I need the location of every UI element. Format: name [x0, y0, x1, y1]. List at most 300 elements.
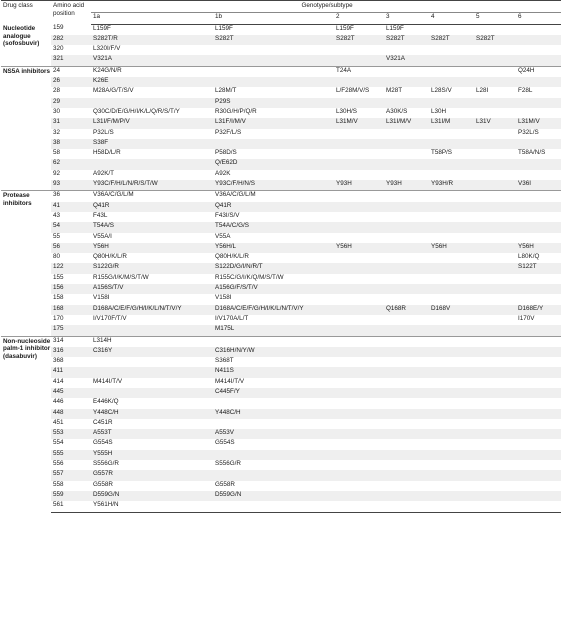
substitution-cell-5 — [474, 501, 516, 512]
substitution-cell-5 — [474, 439, 516, 449]
amino-acid-position: 556 — [53, 460, 64, 468]
substitution-cell-3 — [384, 170, 429, 180]
substitution-cell-2: L159F — [336, 24, 354, 32]
substitution-cell-5 — [474, 139, 516, 149]
substitution-cell-1a: L320I/F/V — [93, 45, 121, 53]
substitution-cell-3: M28T — [386, 87, 403, 95]
substitution-cell-1a: F43L — [93, 211, 108, 219]
substitution-cell-5 — [474, 191, 516, 202]
substitution-cell-1b — [213, 470, 334, 480]
substitution-cell-3 — [384, 378, 429, 388]
substitution-cell-4 — [429, 325, 474, 336]
substitution-cell-1a: C316Y — [91, 347, 213, 357]
substitution-cell-1a: V158I — [93, 294, 110, 302]
substitution-cell-3 — [384, 253, 429, 263]
header-subtype: 3 — [384, 13, 429, 24]
table-row — [1, 129, 561, 139]
table-row — [1, 357, 561, 367]
substitution-cell-1b: P58D/S — [215, 149, 237, 157]
substitution-cell-1b: N411S — [213, 367, 334, 377]
table-row — [1, 118, 561, 128]
amino-acid-position: 555 — [51, 450, 91, 460]
substitution-cell-1b: Q41R — [213, 202, 334, 212]
amino-acid-position: 554 — [53, 439, 64, 447]
substitution-cell-6 — [516, 491, 561, 501]
substitution-cell-2 — [334, 55, 384, 66]
substitution-cell-1a: D168A/C/E/F/G/H/I/K/L/N/T/V/Y — [91, 305, 213, 315]
substitution-cell-5 — [474, 77, 516, 87]
substitution-cell-4: T58P/S — [431, 149, 452, 157]
substitution-cell-3 — [384, 284, 429, 294]
table-row — [1, 98, 561, 108]
substitution-cell-6 — [516, 398, 561, 408]
amino-acid-position: 38 — [51, 139, 91, 149]
substitution-cell-1a — [91, 159, 213, 169]
substitution-cell-3 — [384, 325, 429, 336]
substitution-cell-5 — [474, 45, 516, 55]
amino-acid-position: 411 — [51, 367, 91, 377]
substitution-cell-2 — [334, 170, 384, 180]
substitution-cell-1a: Y561H/N — [91, 501, 213, 512]
substitution-cell-1a: G557R — [91, 470, 213, 480]
substitution-cell-4 — [429, 378, 474, 388]
table-row — [1, 429, 561, 439]
substitution-cell-2 — [334, 378, 384, 388]
substitution-cell-6 — [516, 35, 561, 45]
amino-acid-position: 557 — [51, 470, 91, 480]
substitution-cell-1a: Y56H — [91, 243, 213, 253]
resistance-table — [1, 0, 561, 513]
substitution-cell-3 — [384, 129, 429, 139]
substitution-cell-1a: P32L/S — [93, 128, 114, 136]
amino-acid-position: 56 — [51, 243, 91, 253]
substitution-cell-1b: S122D/G/I/N/R/T — [213, 263, 334, 273]
substitution-cell-1b: M414I/T/V — [215, 377, 245, 385]
amino-acid-position: 55 — [53, 232, 61, 240]
substitution-cell-6 — [516, 336, 561, 347]
substitution-cell-5: S282T — [474, 35, 516, 45]
substitution-cell-6 — [516, 191, 561, 202]
substitution-cell-5 — [474, 378, 516, 388]
substitution-cell-1b: S282T — [213, 35, 334, 45]
substitution-cell-4 — [429, 284, 474, 294]
substitution-cell-6 — [516, 159, 561, 169]
substitution-cell-3: Y93H — [384, 180, 429, 191]
substitution-cell-6 — [516, 481, 561, 491]
substitution-cell-6 — [516, 202, 561, 212]
substitution-cell-1b: F43I/S/V — [215, 211, 240, 219]
substitution-cell-6 — [516, 409, 561, 419]
substitution-cell-3 — [384, 294, 429, 304]
substitution-cell-1b — [213, 77, 334, 87]
substitution-cell-4 — [429, 233, 474, 243]
substitution-cell-2 — [334, 294, 384, 304]
substitution-cell-3 — [384, 77, 429, 87]
substitution-cell-4 — [429, 263, 474, 273]
substitution-cell-6 — [516, 429, 561, 439]
substitution-cell-1b: I/V170A/L/T — [215, 314, 249, 322]
substitution-cell-1b: A156G/F/S/T/V — [213, 284, 334, 294]
table-row — [1, 212, 561, 222]
header-subtype: 5 — [474, 13, 516, 24]
substitution-cell-1a: K24G/N/R — [91, 66, 213, 77]
amino-acid-position: 155 — [53, 273, 64, 281]
substitution-cell-3 — [384, 66, 429, 77]
substitution-cell-3 — [384, 263, 429, 273]
substitution-cell-5 — [474, 450, 516, 460]
substitution-cell-1b — [213, 398, 334, 408]
substitution-cell-3 — [384, 336, 429, 347]
substitution-cell-1b: Y93C/F/H/N/S — [213, 180, 334, 191]
substitution-cell-3 — [384, 429, 429, 439]
table-row — [1, 191, 561, 202]
amino-acid-position: 29 — [51, 98, 91, 108]
substitution-cell-4 — [429, 202, 474, 212]
substitution-cell-1a: D559G/N — [91, 491, 213, 501]
amino-acid-position: 314 — [51, 336, 91, 347]
substitution-cell-3 — [384, 233, 429, 243]
amino-acid-position: 321 — [51, 55, 91, 66]
substitution-cell-3 — [384, 149, 429, 159]
substitution-cell-1a: S38F — [91, 139, 213, 149]
table-row — [1, 491, 561, 501]
substitution-cell-2 — [334, 439, 384, 449]
substitution-cell-1a: H58D/L/R — [93, 149, 121, 157]
amino-acid-position: 445 — [51, 388, 91, 398]
table-row — [1, 263, 561, 273]
table-row — [1, 233, 561, 243]
substitution-cell-1b: V55A — [215, 232, 231, 240]
substitution-cell-6 — [516, 294, 561, 304]
substitution-cell-4 — [429, 419, 474, 429]
table-row — [1, 409, 561, 419]
substitution-cell-4 — [429, 470, 474, 480]
substitution-cell-4: L31I/M — [429, 118, 474, 128]
substitution-cell-5 — [474, 66, 516, 77]
substitution-cell-3 — [384, 439, 429, 449]
substitution-cell-3: S282T — [384, 35, 429, 45]
substitution-cell-5 — [474, 233, 516, 243]
substitution-cell-4 — [429, 315, 474, 325]
substitution-cell-6 — [516, 347, 561, 357]
substitution-cell-1b: S368T — [215, 357, 234, 365]
substitution-cell-5 — [474, 429, 516, 439]
table-row — [1, 149, 561, 159]
substitution-cell-4 — [429, 274, 474, 284]
substitution-cell-4: Y56H — [429, 243, 474, 253]
substitution-cell-4 — [429, 347, 474, 357]
substitution-cell-5 — [474, 170, 516, 180]
substitution-cell-5 — [474, 55, 516, 66]
table-row — [1, 170, 561, 180]
substitution-cell-2 — [334, 481, 384, 491]
substitution-cell-5 — [474, 325, 516, 336]
substitution-cell-2 — [334, 325, 384, 336]
substitution-cell-2 — [334, 284, 384, 294]
substitution-cell-5 — [474, 274, 516, 284]
substitution-cell-1b: V36A/C/G/L/M — [213, 191, 334, 202]
substitution-cell-1b — [213, 66, 334, 77]
substitution-cell-1a — [91, 98, 213, 108]
amino-acid-position: 92 — [53, 169, 61, 177]
substitution-cell-2: S282T — [334, 35, 384, 45]
substitution-cell-6 — [516, 222, 561, 232]
substitution-cell-1b: P29S — [213, 98, 334, 108]
amino-acid-position: 368 — [53, 357, 64, 365]
substitution-cell-4 — [429, 170, 474, 180]
substitution-cell-1b: L28M/T — [215, 87, 237, 95]
substitution-cell-3: Q168R — [384, 305, 429, 315]
table-row — [1, 45, 561, 55]
substitution-cell-1a: Q30C/D/E/G/H/I/K/L/Q/R/S/T/Y — [93, 107, 180, 115]
amino-acid-position: 24 — [51, 66, 91, 77]
amino-acid-position: 448 — [51, 409, 91, 419]
amino-acid-position: 446 — [53, 398, 64, 406]
substitution-cell-5 — [474, 347, 516, 357]
table-row — [1, 294, 561, 304]
substitution-cell-3 — [384, 450, 429, 460]
substitution-cell-5 — [474, 202, 516, 212]
substitution-cell-4 — [429, 450, 474, 460]
substitution-cell-1b: C316H/N/Y/W — [213, 347, 334, 357]
substitution-cell-1b: Y56H/L — [213, 243, 334, 253]
substitution-cell-2 — [334, 191, 384, 202]
substitution-cell-4 — [429, 388, 474, 398]
substitution-cell-3 — [384, 45, 429, 55]
amino-acid-position: 93 — [51, 180, 91, 191]
amino-acid-position: 58 — [53, 149, 61, 157]
substitution-cell-1b — [213, 45, 334, 55]
substitution-cell-4 — [429, 45, 474, 55]
substitution-cell-6: L31M/V — [516, 118, 561, 128]
table-body — [1, 24, 561, 512]
substitution-cell-4 — [429, 66, 474, 77]
substitution-cell-4 — [429, 253, 474, 263]
amino-acid-position: 170 — [53, 314, 64, 322]
substitution-cell-3 — [384, 139, 429, 149]
substitution-cell-2 — [334, 233, 384, 243]
substitution-cell-6 — [516, 325, 561, 336]
substitution-cell-1b: G558R — [215, 480, 235, 488]
substitution-cell-2 — [334, 129, 384, 139]
substitution-cell-6: V36I — [516, 180, 561, 191]
amino-acid-position: 28 — [53, 87, 61, 95]
amino-acid-position: 43 — [53, 211, 61, 219]
substitution-cell-2 — [334, 429, 384, 439]
substitution-cell-2: T24A — [334, 66, 384, 77]
substitution-cell-5 — [474, 336, 516, 347]
substitution-cell-2 — [334, 77, 384, 87]
substitution-cell-1a: E446K/Q — [93, 398, 119, 406]
substitution-cell-6 — [516, 108, 561, 118]
table-row — [1, 315, 561, 325]
substitution-cell-1a: L159F — [93, 24, 111, 32]
substitution-cell-5 — [474, 305, 516, 315]
substitution-cell-3 — [384, 398, 429, 408]
substitution-cell-3 — [384, 388, 429, 398]
substitution-cell-3 — [384, 491, 429, 501]
drug-class-label: Protease inhibitors — [1, 191, 51, 336]
header-subtype: 6 — [516, 13, 561, 24]
substitution-cell-1a: V321A — [91, 55, 213, 66]
substitution-cell-2 — [334, 336, 384, 347]
substitution-cell-1b: L31F/I/M/V — [213, 118, 334, 128]
substitution-cell-6 — [516, 450, 561, 460]
substitution-cell-5 — [474, 284, 516, 294]
substitution-cell-5 — [474, 294, 516, 304]
substitution-cell-6 — [516, 439, 561, 449]
table-row — [1, 108, 561, 118]
substitution-cell-4 — [429, 398, 474, 408]
substitution-cell-1b: G554S — [215, 439, 235, 447]
table-row — [1, 55, 561, 66]
substitution-cell-1b: Y448C/H — [213, 409, 334, 419]
table-row — [1, 439, 561, 449]
substitution-cell-6 — [516, 233, 561, 243]
amino-acid-position: 414 — [53, 377, 64, 385]
drug-class-label: Non-nucleoside palm-1 inhibitor (dasabuvir) — [1, 336, 51, 512]
substitution-cell-3 — [384, 98, 429, 108]
substitution-cell-2 — [334, 367, 384, 377]
substitution-cell-1b — [213, 419, 334, 429]
substitution-cell-3 — [384, 274, 429, 284]
table-row — [1, 35, 561, 45]
table-row — [1, 336, 561, 347]
substitution-cell-2 — [334, 450, 384, 460]
substitution-cell-4 — [429, 357, 474, 367]
substitution-cell-2 — [334, 470, 384, 480]
substitution-cell-1a: Y93C/F/H/L/N/R/S/T/W — [91, 180, 213, 191]
substitution-cell-3 — [384, 409, 429, 419]
substitution-cell-6: I170V — [518, 314, 535, 322]
substitution-cell-2 — [334, 274, 384, 284]
amino-acid-position: 156 — [51, 284, 91, 294]
amino-acid-position: 320 — [53, 45, 64, 53]
substitution-cell-1b: C445F/Y — [213, 388, 334, 398]
substitution-cell-2 — [334, 347, 384, 357]
substitution-cell-3 — [384, 347, 429, 357]
substitution-cell-6 — [516, 274, 561, 284]
substitution-cell-1a: L314H — [91, 336, 213, 347]
table-row — [1, 202, 561, 212]
substitution-cell-1a: G558R — [93, 480, 113, 488]
substitution-cell-1a: Y448C/H — [91, 409, 213, 419]
substitution-cell-2 — [334, 202, 384, 212]
substitution-cell-5 — [474, 481, 516, 491]
substitution-cell-6 — [516, 55, 561, 66]
header-subtype: 4 — [429, 13, 474, 24]
substitution-cell-2 — [334, 139, 384, 149]
substitution-cell-4 — [429, 77, 474, 87]
substitution-cell-6 — [516, 212, 561, 222]
substitution-cell-3 — [384, 481, 429, 491]
table-row — [1, 66, 561, 77]
header-drug-class: Drug class — [3, 2, 33, 9]
substitution-cell-1b: A92K — [215, 169, 231, 177]
substitution-cell-1a: M414I/T/V — [93, 377, 123, 385]
substitution-cell-4 — [429, 24, 474, 35]
amino-acid-position: 159 — [53, 24, 64, 32]
substitution-cell-5 — [474, 409, 516, 419]
drug-class-label: Nucleotide analogue (sofosbuvir) — [3, 25, 40, 48]
substitution-cell-2 — [334, 460, 384, 470]
table-row — [1, 481, 561, 491]
substitution-cell-6 — [516, 388, 561, 398]
substitution-cell-4 — [429, 491, 474, 501]
substitution-cell-3 — [384, 501, 429, 512]
substitution-cell-6 — [516, 357, 561, 367]
table-row — [1, 253, 561, 263]
substitution-cell-5 — [474, 212, 516, 222]
substitution-cell-5: L31V — [474, 118, 516, 128]
substitution-cell-4: S282T — [429, 35, 474, 45]
substitution-cell-6 — [516, 98, 561, 108]
table-row — [1, 284, 561, 294]
substitution-cell-4 — [429, 439, 474, 449]
substitution-cell-3 — [384, 419, 429, 429]
substitution-cell-6: L80K/Q — [518, 253, 540, 261]
substitution-cell-3: L31I/M/V — [384, 118, 429, 128]
amino-acid-position: 559 — [51, 491, 91, 501]
substitution-cell-6 — [516, 139, 561, 149]
substitution-cell-2: Y93H — [334, 180, 384, 191]
substitution-cell-1b — [213, 55, 334, 66]
amino-acid-position: 451 — [53, 418, 64, 426]
substitution-cell-3 — [384, 191, 429, 202]
substitution-cell-1a: G554S — [93, 439, 113, 447]
substitution-cell-3 — [384, 243, 429, 253]
substitution-cell-3 — [384, 212, 429, 222]
amino-acid-position: 122 — [51, 263, 91, 273]
substitution-cell-4 — [429, 98, 474, 108]
amino-acid-position: 41 — [51, 202, 91, 212]
substitution-cell-6: Q24H — [516, 66, 561, 77]
amino-acid-position: 32 — [53, 128, 61, 136]
substitution-cell-5 — [474, 222, 516, 232]
substitution-cell-2 — [334, 98, 384, 108]
substitution-cell-1b: P32F/L/S — [215, 128, 242, 136]
substitution-cell-3 — [384, 460, 429, 470]
amino-acid-position: 30 — [53, 107, 61, 115]
substitution-cell-6 — [516, 170, 561, 180]
substitution-cell-1b — [213, 336, 334, 347]
substitution-cell-3 — [384, 470, 429, 480]
substitution-cell-4 — [429, 139, 474, 149]
substitution-cell-2: Y56H — [334, 243, 384, 253]
substitution-cell-2 — [334, 263, 384, 273]
substitution-cell-1a: M28A/G/T/S/V — [93, 87, 134, 95]
substitution-cell-6 — [516, 284, 561, 294]
substitution-cell-1a — [91, 388, 213, 398]
substitution-cell-4 — [429, 212, 474, 222]
table-row — [1, 367, 561, 377]
substitution-cell-1b: A553V — [213, 429, 334, 439]
substitution-cell-1a: K26E — [91, 77, 213, 87]
substitution-cell-2 — [334, 212, 384, 222]
table-row — [1, 460, 561, 470]
substitution-cell-4 — [429, 222, 474, 232]
substitution-cell-1a: Q80H/K/L/R — [93, 253, 127, 261]
table-row — [1, 274, 561, 284]
substitution-cell-2: L30H/S — [336, 107, 358, 115]
substitution-cell-5 — [474, 243, 516, 253]
substitution-cell-4 — [429, 55, 474, 66]
substitution-cell-3 — [384, 159, 429, 169]
table-row — [1, 470, 561, 480]
substitution-cell-6 — [516, 460, 561, 470]
substitution-cell-1a: A553T — [91, 429, 213, 439]
substitution-cell-2: L/F28M/V/S — [336, 87, 370, 95]
